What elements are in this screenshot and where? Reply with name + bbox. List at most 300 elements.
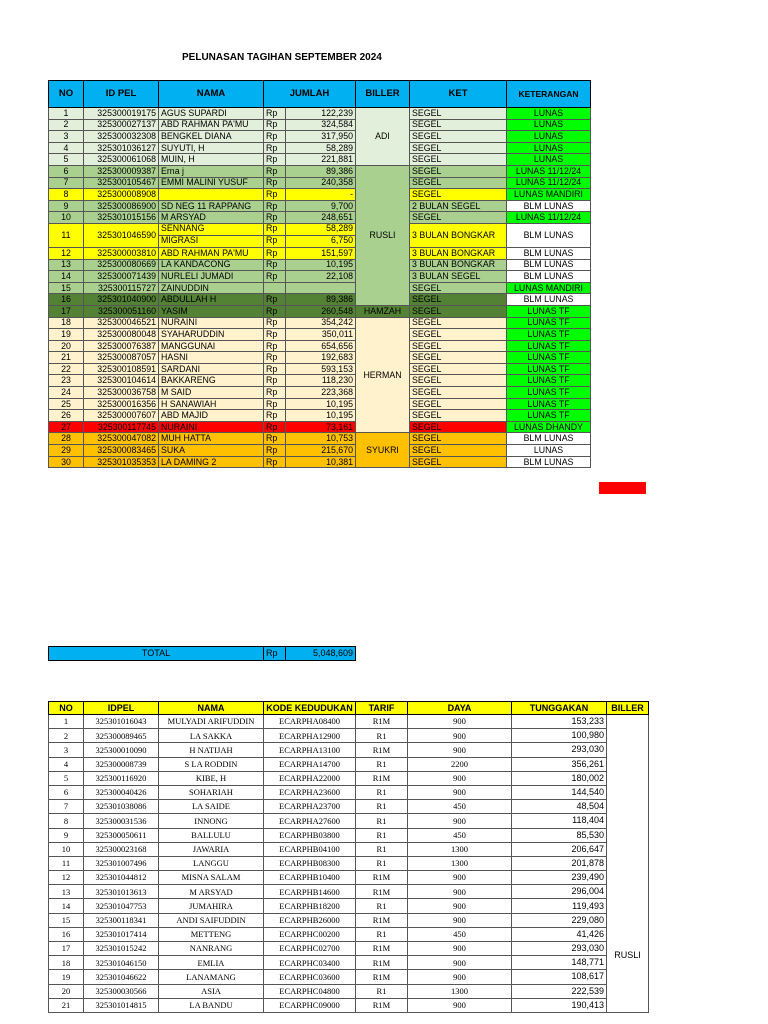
row-nama: HASNI: [159, 352, 264, 364]
row-nama: SYAHARUDDIN: [159, 329, 264, 341]
row-kode: ECARPHC04800: [264, 984, 356, 998]
row-currency: Rp: [264, 387, 286, 399]
row-currency: Rp: [264, 108, 286, 120]
row-kode: ECARPHA23700: [264, 800, 356, 814]
table-row: [49, 445, 591, 457]
row-no: 6: [49, 785, 84, 799]
row-id-pel: 325300047082: [84, 433, 159, 445]
row-jumlah: 260,548: [286, 305, 356, 317]
row-keterangan: LUNAS TF: [507, 398, 591, 410]
row-currency: Rp: [264, 212, 286, 224]
row-currency: Rp: [264, 294, 286, 306]
table-row: [49, 715, 649, 729]
row-no: 1: [49, 108, 84, 120]
row-jumlah: -: [286, 189, 356, 201]
row-idpel: 325300040426: [84, 785, 159, 799]
row-keterangan: LUNAS 11/12/24: [507, 165, 591, 177]
row-daya: 900: [408, 956, 512, 970]
payment-table-header: [49, 81, 591, 108]
row-biller: RUSLI: [607, 715, 649, 1013]
row-nama: METTENG: [159, 927, 264, 941]
row-keterangan: LUNAS 11/12/24: [507, 177, 591, 189]
row-currency: Rp: [264, 445, 286, 457]
row-jumlah: 10,195: [286, 259, 356, 271]
row-currency: Rp: [264, 340, 286, 352]
row-currency: Rp: [264, 433, 286, 445]
row-daya: 2200: [408, 757, 512, 771]
col-biller: BILLER: [356, 81, 410, 108]
row-daya: 900: [408, 743, 512, 757]
row-daya: 900: [408, 899, 512, 913]
table-row: [49, 913, 649, 927]
row-ket: 3 BULAN BONGKAR: [410, 259, 507, 271]
row-kode: ECARPHC09000: [264, 998, 356, 1012]
row-kode: ECARPHB08300: [264, 856, 356, 870]
row-keterangan: BLM LUNAS: [507, 433, 591, 445]
row-daya: 900: [408, 771, 512, 785]
table-row: [49, 927, 649, 941]
row-kode: ECARPHB04100: [264, 842, 356, 856]
row-tunggakan: 119,493: [512, 899, 607, 913]
row-idpel: 325300089465: [84, 729, 159, 743]
row-tarif: R1: [356, 785, 408, 799]
row-id-pel: 325300080669: [84, 259, 159, 271]
row-nama: LANGGU: [159, 856, 264, 870]
table-row: [49, 814, 649, 828]
row-nama: LA SAKKA: [159, 729, 264, 743]
row-currency: Rp: [264, 131, 286, 143]
row-ket: SEGEL: [410, 363, 507, 375]
row-no: 30: [49, 456, 84, 468]
row-id-pel: 325301046590: [84, 223, 159, 247]
row-id-pel: 325300108591: [84, 363, 159, 375]
row-nama: LANAMANG: [159, 970, 264, 984]
row-kode: ECARPHA14700: [264, 757, 356, 771]
row-no: 13: [49, 259, 84, 271]
row-no: 19: [49, 329, 84, 341]
row-jumlah: 215,670: [286, 445, 356, 457]
row-nama: BALLULU: [159, 828, 264, 842]
row-jumlah: 10,195: [286, 410, 356, 422]
row-no: 2: [49, 119, 84, 131]
table-row: [49, 456, 591, 468]
row-id-pel: 325300105467: [84, 177, 159, 189]
row-no: 27: [49, 421, 84, 433]
row-tarif: R1: [356, 984, 408, 998]
row-daya: 900: [408, 913, 512, 927]
row-currency: [264, 223, 286, 247]
row-no: 28: [49, 433, 84, 445]
row-nama: ASIA: [159, 984, 264, 998]
row-jumlah: 10,195: [286, 398, 356, 410]
row-keterangan: LUNAS TF: [507, 317, 591, 329]
row-tunggakan: 190,413: [512, 998, 607, 1012]
row-id-pel: 325301015156: [84, 212, 159, 224]
row-idpel: 325300116920: [84, 771, 159, 785]
row-tarif: R1: [356, 800, 408, 814]
row-no: 1: [49, 715, 84, 729]
row-id-pel: 325300071439: [84, 271, 159, 283]
row-nama: BENGKEL DIANA: [159, 131, 264, 143]
row-nama: [159, 223, 264, 247]
table-row: [49, 956, 649, 970]
row-tarif: R1M: [356, 998, 408, 1012]
row-kode: ECARPHC02700: [264, 942, 356, 956]
table-row: [49, 340, 591, 352]
row-ket: SEGEL: [410, 445, 507, 457]
row-tunggakan: 206,647: [512, 842, 607, 856]
row-nama-2: MIGRASI: [161, 234, 199, 245]
row-id-pel: 325300036758: [84, 387, 159, 399]
row-no: 4: [49, 757, 84, 771]
row-currency: Rp: [264, 329, 286, 341]
row-no: 3: [49, 743, 84, 757]
row-keterangan: LUNAS MANDIRI: [507, 282, 591, 294]
row-tarif: R1M: [356, 771, 408, 785]
arrears-table-header: [49, 702, 649, 715]
row-jumlah: 9,700: [286, 200, 356, 212]
row-kode: ECARPHB14600: [264, 885, 356, 899]
row-jumlah: 122,239: [286, 108, 356, 120]
row-ket: SEGEL: [410, 294, 507, 306]
table-row: [49, 433, 591, 445]
row-currency: [264, 282, 286, 294]
row-no: 3: [49, 131, 84, 143]
row-nama: NURAINI: [159, 317, 264, 329]
row-keterangan: LUNAS: [507, 131, 591, 143]
row-tarif: R1: [356, 856, 408, 870]
row-id-pel: 325300003810: [84, 247, 159, 259]
row-currency: Rp: [264, 317, 286, 329]
row-tarif: R1: [356, 927, 408, 941]
row-currency: Rp: [264, 375, 286, 387]
row-tunggakan: 356,261: [512, 757, 607, 771]
table-row: [49, 856, 649, 870]
row-nama: H NATIJAH: [159, 743, 264, 757]
row-id-pel: 325301036127: [84, 142, 159, 154]
row-keterangan: LUNAS TF: [507, 329, 591, 341]
row-no: 18: [49, 956, 84, 970]
row-currency: Rp: [264, 154, 286, 166]
row-keterangan: LUNAS TF: [507, 410, 591, 422]
row-daya: 1300: [408, 842, 512, 856]
row-daya: 900: [408, 942, 512, 956]
row-ket: SEGEL: [410, 177, 507, 189]
row-tunggakan: 153,233: [512, 715, 607, 729]
row-idpel: 325301047753: [84, 899, 159, 913]
row-daya: 900: [408, 871, 512, 885]
row-jumlah: 354,242: [286, 317, 356, 329]
row-nama: ZAINUDDIN: [159, 282, 264, 294]
row-kode: ECARPHB03800: [264, 828, 356, 842]
row-ket: 3 BULAN SEGEL: [410, 271, 507, 283]
row-keterangan: BLM LUNAS: [507, 456, 591, 468]
row-jumlah: 58,289: [286, 142, 356, 154]
row-currency: Rp: [264, 177, 286, 189]
page-title: PELUNASAN TAGIHAN SEPTEMBER 2024: [182, 52, 382, 63]
row-tarif: R1: [356, 729, 408, 743]
row-no: 16: [49, 294, 84, 306]
table-row: [49, 165, 591, 177]
row-daya: 900: [408, 885, 512, 899]
row-id-pel: 325300016356: [84, 398, 159, 410]
row-currency: Rp: [264, 247, 286, 259]
row-biller: RUSLI: [356, 165, 410, 305]
row-no: 13: [49, 885, 84, 899]
row-ket: SEGEL: [410, 131, 507, 143]
row-tarif: R1M: [356, 942, 408, 956]
row-jumlah: 10,381: [286, 456, 356, 468]
total-row: [48, 646, 356, 661]
row-daya: 900: [408, 729, 512, 743]
row-currency: Rp: [264, 189, 286, 201]
col-id-pel: ID PEL: [84, 81, 159, 108]
total-label: TOTAL: [49, 647, 264, 661]
row-id-pel: 325300027137: [84, 119, 159, 131]
row-nama: BAKKARENG: [159, 375, 264, 387]
row-currency-2: Rp: [266, 234, 278, 245]
table-row: [49, 785, 649, 799]
payment-table: [48, 80, 591, 468]
table-row: [49, 294, 591, 306]
row-jumlah: 248,651: [286, 212, 356, 224]
row-nama: INNONG: [159, 814, 264, 828]
table-row: [49, 771, 649, 785]
row-id-pel: 325300087057: [84, 352, 159, 364]
col-biller: BILLER: [607, 702, 649, 715]
table-row: [49, 282, 591, 294]
row-id-pel: 325300083465: [84, 445, 159, 457]
row-tunggakan: 48,504: [512, 800, 607, 814]
row-no: 5: [49, 154, 84, 166]
row-id-pel: 325300051160: [84, 305, 159, 317]
table-row: [49, 421, 591, 433]
col-nama: NAMA: [159, 81, 264, 108]
row-biller: SYUKRI: [356, 433, 410, 468]
row-nama-1: SENNANG: [159, 224, 263, 236]
row-idpel: 325300010090: [84, 743, 159, 757]
table-row: [49, 142, 591, 154]
row-nama: SD NEG 11 RAPPANG: [159, 200, 264, 212]
row-no: 15: [49, 282, 84, 294]
row-id-pel: 325300115727: [84, 282, 159, 294]
row-keterangan: LUNAS TF: [507, 352, 591, 364]
row-tunggakan: 100,980: [512, 729, 607, 743]
row-currency: Rp: [264, 352, 286, 364]
row-id-pel: 325300008908: [84, 189, 159, 201]
row-tarif: R1M: [356, 885, 408, 899]
row-nama: KIBE, H: [159, 771, 264, 785]
row-no: 9: [49, 200, 84, 212]
table-row: [49, 375, 591, 387]
row-keterangan: LUNAS TF: [507, 387, 591, 399]
row-kode: ECARPHA12900: [264, 729, 356, 743]
row-id-pel: 325300032308: [84, 131, 159, 143]
row-no: 16: [49, 927, 84, 941]
row-kode: ECARPHB18200: [264, 899, 356, 913]
row-idpel: 325300031536: [84, 814, 159, 828]
arrears-table: [48, 701, 649, 1013]
row-nama: EMMI MALINI YUSUF: [159, 177, 264, 189]
row-currency: Rp: [264, 200, 286, 212]
row-no: 29: [49, 445, 84, 457]
row-jumlah-2: 6,750: [330, 234, 353, 245]
row-idpel: 325301014815: [84, 998, 159, 1012]
row-jumlah: 89,386: [286, 294, 356, 306]
row-id-pel: 325300080048: [84, 329, 159, 341]
table-row: [49, 363, 591, 375]
row-tarif: R1: [356, 814, 408, 828]
row-jumlah: 324,584: [286, 119, 356, 131]
row-nama: M ARSYAD: [159, 212, 264, 224]
row-ket: SEGEL: [410, 398, 507, 410]
row-idpel: 325300008739: [84, 757, 159, 771]
row-jumlah: 317,950: [286, 131, 356, 143]
row-nama: M ARSYAD: [159, 885, 264, 899]
row-kode: ECARPHB26000: [264, 913, 356, 927]
col-nama: NAMA: [159, 702, 264, 715]
row-tunggakan: 180,002: [512, 771, 607, 785]
row-jumlah: [286, 282, 356, 294]
table-row: [49, 398, 591, 410]
row-daya: 450: [408, 828, 512, 842]
row-jumlah: 73,161: [286, 421, 356, 433]
row-nama: YASIM: [159, 305, 264, 317]
row-tunggakan: 148,771: [512, 956, 607, 970]
row-nama: MANGGUNAI: [159, 340, 264, 352]
row-id-pel: 325300007607: [84, 410, 159, 422]
row-currency: Rp: [264, 119, 286, 131]
row-no: 24: [49, 387, 84, 399]
row-keterangan: LUNAS TF: [507, 305, 591, 317]
row-nama: AGUS SUPARDI: [159, 108, 264, 120]
row-keterangan: BLM LUNAS: [507, 259, 591, 271]
row-no: 12: [49, 871, 84, 885]
table-row: [49, 885, 649, 899]
row-tunggakan: 41,426: [512, 927, 607, 941]
row-kode: ECARPHA27600: [264, 814, 356, 828]
row-no: 4: [49, 142, 84, 154]
row-ket: SEGEL: [410, 340, 507, 352]
row-nama: EMLIA: [159, 956, 264, 970]
table-row: [49, 212, 591, 224]
row-tunggakan: 201,878: [512, 856, 607, 870]
col-idpel: IDPEL: [84, 702, 159, 715]
row-jumlah: [286, 223, 356, 247]
row-keterangan: LUNAS: [507, 142, 591, 154]
row-currency: Rp: [264, 363, 286, 375]
row-daya: 900: [408, 970, 512, 984]
row-jumlah: 654,656: [286, 340, 356, 352]
row-nama: JUMAHIRA: [159, 899, 264, 913]
row-currency: Rp: [264, 410, 286, 422]
row-tarif: R1: [356, 757, 408, 771]
row-currency: Rp: [264, 456, 286, 468]
row-jumlah: 151,597: [286, 247, 356, 259]
table-row: [49, 998, 649, 1012]
table-row: [49, 259, 591, 271]
row-tarif: R1M: [356, 715, 408, 729]
row-currency: Rp: [264, 421, 286, 433]
row-idpel: 325301046622: [84, 970, 159, 984]
row-jumlah: 22,108: [286, 271, 356, 283]
row-ket: SEGEL: [410, 456, 507, 468]
table-row: [49, 899, 649, 913]
table-row: [49, 743, 649, 757]
table-row: [49, 970, 649, 984]
row-tunggakan: 144,540: [512, 785, 607, 799]
row-jumlah: 118,230: [286, 375, 356, 387]
row-idpel: 325301044812: [84, 871, 159, 885]
row-nama: LA BANDU: [159, 998, 264, 1012]
row-id-pel: 325300046521: [84, 317, 159, 329]
row-keterangan: BLM LUNAS: [507, 294, 591, 306]
row-id-pel: 325301035353: [84, 456, 159, 468]
row-tunggakan: 229,080: [512, 913, 607, 927]
row-tarif: R1M: [356, 970, 408, 984]
row-nama: M SAID: [159, 387, 264, 399]
row-nama: NANRANG: [159, 942, 264, 956]
row-ket: SEGEL: [410, 410, 507, 422]
row-tarif: R1: [356, 899, 408, 913]
row-tunggakan: 118,404: [512, 814, 607, 828]
row-biller: HERMAN: [356, 317, 410, 433]
row-nama: ABD RAHMAN PA'MU: [159, 247, 264, 259]
row-keterangan: LUNAS MANDIRI: [507, 189, 591, 201]
row-no: 8: [49, 189, 84, 201]
row-nama: MUIN, H: [159, 154, 264, 166]
row-nama: S LA RODDIN: [159, 757, 264, 771]
table-row: [49, 108, 591, 120]
row-kode: ECARPHA08400: [264, 715, 356, 729]
row-idpel: 325300118341: [84, 913, 159, 927]
row-ket: SEGEL: [410, 142, 507, 154]
row-daya: 450: [408, 800, 512, 814]
row-kode: ECARPHA22000: [264, 771, 356, 785]
row-no: 20: [49, 340, 84, 352]
row-no: 14: [49, 899, 84, 913]
row-jumlah-1: 58,289: [286, 224, 355, 236]
row-tarif: R1: [356, 842, 408, 856]
table-row: [49, 984, 649, 998]
row-tarif: R1M: [356, 743, 408, 757]
row-id-pel: 325300117745: [84, 421, 159, 433]
total-currency: Rp: [264, 647, 286, 661]
row-tunggakan: 222,539: [512, 984, 607, 998]
row-id-pel: 325300076387: [84, 340, 159, 352]
row-tunggakan: 108,617: [512, 970, 607, 984]
col-ket: KET: [410, 81, 507, 108]
row-keterangan: BLM LUNAS: [507, 223, 591, 247]
row-no: 25: [49, 398, 84, 410]
table-row: [49, 800, 649, 814]
row-jumlah: 221,881: [286, 154, 356, 166]
row-keterangan: BLM LUNAS: [507, 247, 591, 259]
row-keterangan: LUNAS TF: [507, 363, 591, 375]
row-daya: 450: [408, 927, 512, 941]
row-nama: MISNA SALAM: [159, 871, 264, 885]
row-currency-1: Rp: [264, 224, 285, 236]
row-currency: Rp: [264, 259, 286, 271]
row-idpel: 325301015242: [84, 942, 159, 956]
row-kode: ECARPHC03600: [264, 970, 356, 984]
col-no: NO: [49, 81, 84, 108]
col-tarif: TARIF: [356, 702, 408, 715]
row-id-pel: 325300061068: [84, 154, 159, 166]
row-tarif: R1M: [356, 956, 408, 970]
row-no: 2: [49, 729, 84, 743]
row-ket: SEGEL: [410, 375, 507, 387]
